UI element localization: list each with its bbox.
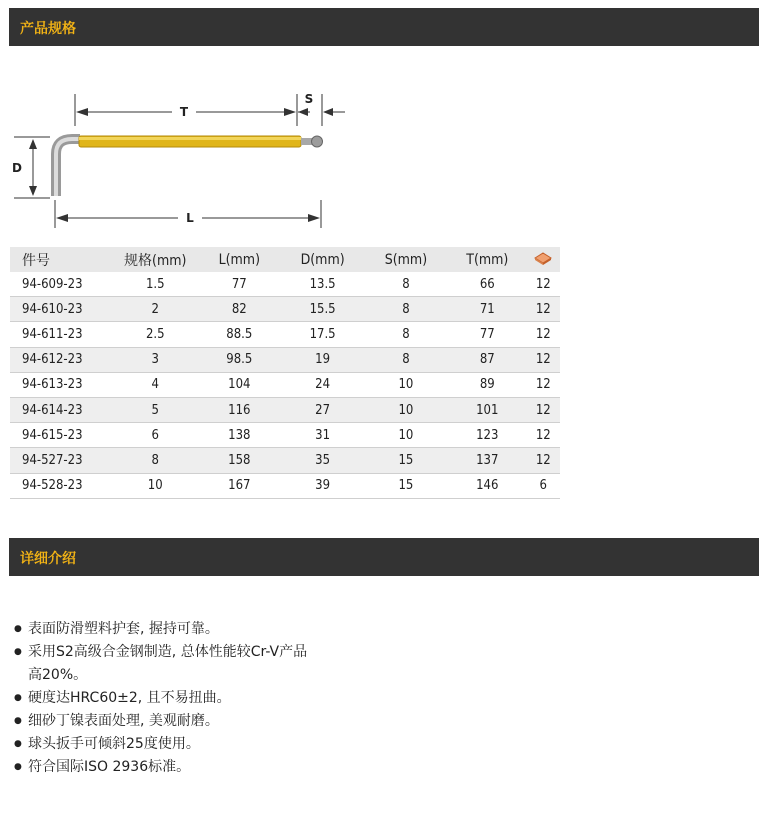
table-cell: 27 xyxy=(281,397,363,422)
table-cell: 39 xyxy=(281,473,363,498)
table-cell: 12 xyxy=(527,272,560,297)
feature-item: ● 球头扳手可倾斜25度使用。 xyxy=(14,733,307,756)
table-cell: 116 xyxy=(197,397,281,422)
header-t: T(mm) xyxy=(448,247,526,272)
table-cell: 2.5 xyxy=(113,322,197,347)
table-cell: 94-527-23 xyxy=(10,448,113,473)
table-cell: 66 xyxy=(448,272,526,297)
table-row xyxy=(10,322,560,347)
details-section-header xyxy=(9,538,759,576)
table-cell: 8 xyxy=(364,272,448,297)
table-cell: 94-612-23 xyxy=(10,347,113,372)
specs-table xyxy=(10,247,560,499)
table-cell: 87 xyxy=(448,347,526,372)
table-cell: 8 xyxy=(364,322,448,347)
table-cell: 77 xyxy=(197,272,281,297)
table-cell: 94-615-23 xyxy=(10,423,113,448)
table-cell: 6 xyxy=(113,423,197,448)
table-cell: 94-528-23 xyxy=(10,473,113,498)
package-icon xyxy=(527,247,560,272)
hex-key-diagram xyxy=(0,80,360,240)
header-d: D(mm) xyxy=(281,247,363,272)
table-row xyxy=(10,372,560,397)
table-cell: 158 xyxy=(197,448,281,473)
table-cell: 12 xyxy=(527,372,560,397)
table-row xyxy=(10,423,560,448)
table-cell: 94-614-23 xyxy=(10,397,113,422)
feature-list xyxy=(14,618,307,779)
table-cell: 12 xyxy=(527,448,560,473)
feature-item-continuation: 高20%。 xyxy=(28,667,88,683)
table-cell: 3 xyxy=(113,347,197,372)
table-cell: 17.5 xyxy=(281,322,363,347)
table-cell: 24 xyxy=(281,372,363,397)
feature-item: ● 细砂丁镍表面处理, 美观耐磨。 xyxy=(14,710,307,733)
table-cell: 94-610-23 xyxy=(10,297,113,322)
table-cell: 10 xyxy=(364,423,448,448)
feature-item: ● 表面防滑塑料护套, 握持可靠。 xyxy=(14,618,307,641)
table-row xyxy=(10,473,560,498)
table-cell: 88.5 xyxy=(197,322,281,347)
table-cell: 146 xyxy=(448,473,526,498)
table-cell: 12 xyxy=(527,297,560,322)
table-cell: 104 xyxy=(197,372,281,397)
header-size: 规格(mm) xyxy=(113,247,197,272)
table-cell: 12 xyxy=(527,397,560,422)
table-cell: 94-609-23 xyxy=(10,272,113,297)
table-cell: 31 xyxy=(281,423,363,448)
table-cell: 8 xyxy=(113,448,197,473)
table-cell: 82 xyxy=(197,297,281,322)
feature-item-line: 采用S2高级合金钢制造, 总体性能较Cr-V产品 xyxy=(28,644,308,660)
table-header-row xyxy=(10,247,560,272)
table-cell: 5 xyxy=(113,397,197,422)
table-cell: 12 xyxy=(527,322,560,347)
table-cell: 94-613-23 xyxy=(10,372,113,397)
table-row xyxy=(10,397,560,422)
dimension-d-label: D xyxy=(12,161,22,175)
table-cell: 12 xyxy=(527,423,560,448)
table-cell: 4 xyxy=(113,372,197,397)
table-cell: 77 xyxy=(448,322,526,347)
table-cell: 71 xyxy=(448,297,526,322)
feature-item: ● 符合国际ISO 2936标准。 xyxy=(14,756,307,779)
table-cell: 94-611-23 xyxy=(10,322,113,347)
dimension-l-label: L xyxy=(186,211,194,225)
header-part-number: 件号 xyxy=(10,247,113,272)
table-cell: 13.5 xyxy=(281,272,363,297)
table-cell: 123 xyxy=(448,423,526,448)
table-cell: 10 xyxy=(364,397,448,422)
table-cell: 1.5 xyxy=(113,272,197,297)
table-cell: 98.5 xyxy=(197,347,281,372)
table-cell: 6 xyxy=(527,473,560,498)
table-cell: 15 xyxy=(364,448,448,473)
table-cell: 12 xyxy=(527,347,560,372)
table-row xyxy=(10,347,560,372)
table-cell: 2 xyxy=(113,297,197,322)
table-cell: 8 xyxy=(364,297,448,322)
table-row xyxy=(10,297,560,322)
table-cell: 8 xyxy=(364,347,448,372)
feature-item xyxy=(14,641,307,687)
table-cell: 167 xyxy=(197,473,281,498)
table-cell: 101 xyxy=(448,397,526,422)
specs-section-header xyxy=(9,8,759,46)
feature-item: ● 硬度达HRC60±2, 且不易扭曲。 xyxy=(14,687,307,710)
table-cell: 138 xyxy=(197,423,281,448)
table-row xyxy=(10,448,560,473)
table-cell: 89 xyxy=(448,372,526,397)
table-cell: 19 xyxy=(281,347,363,372)
table-row xyxy=(10,272,560,297)
table-cell: 15.5 xyxy=(281,297,363,322)
header-l: L(mm) xyxy=(197,247,281,272)
table-cell: 35 xyxy=(281,448,363,473)
dimension-s-label: S xyxy=(304,92,314,106)
table-cell: 15 xyxy=(364,473,448,498)
table-cell: 10 xyxy=(113,473,197,498)
table-cell: 137 xyxy=(448,448,526,473)
header-s: S(mm) xyxy=(364,247,448,272)
specs-section-title: 产品规格 xyxy=(20,21,76,37)
table-cell: 10 xyxy=(364,372,448,397)
details-section-title: 详细介绍 xyxy=(20,551,76,567)
dimension-t-label: T xyxy=(179,105,189,119)
